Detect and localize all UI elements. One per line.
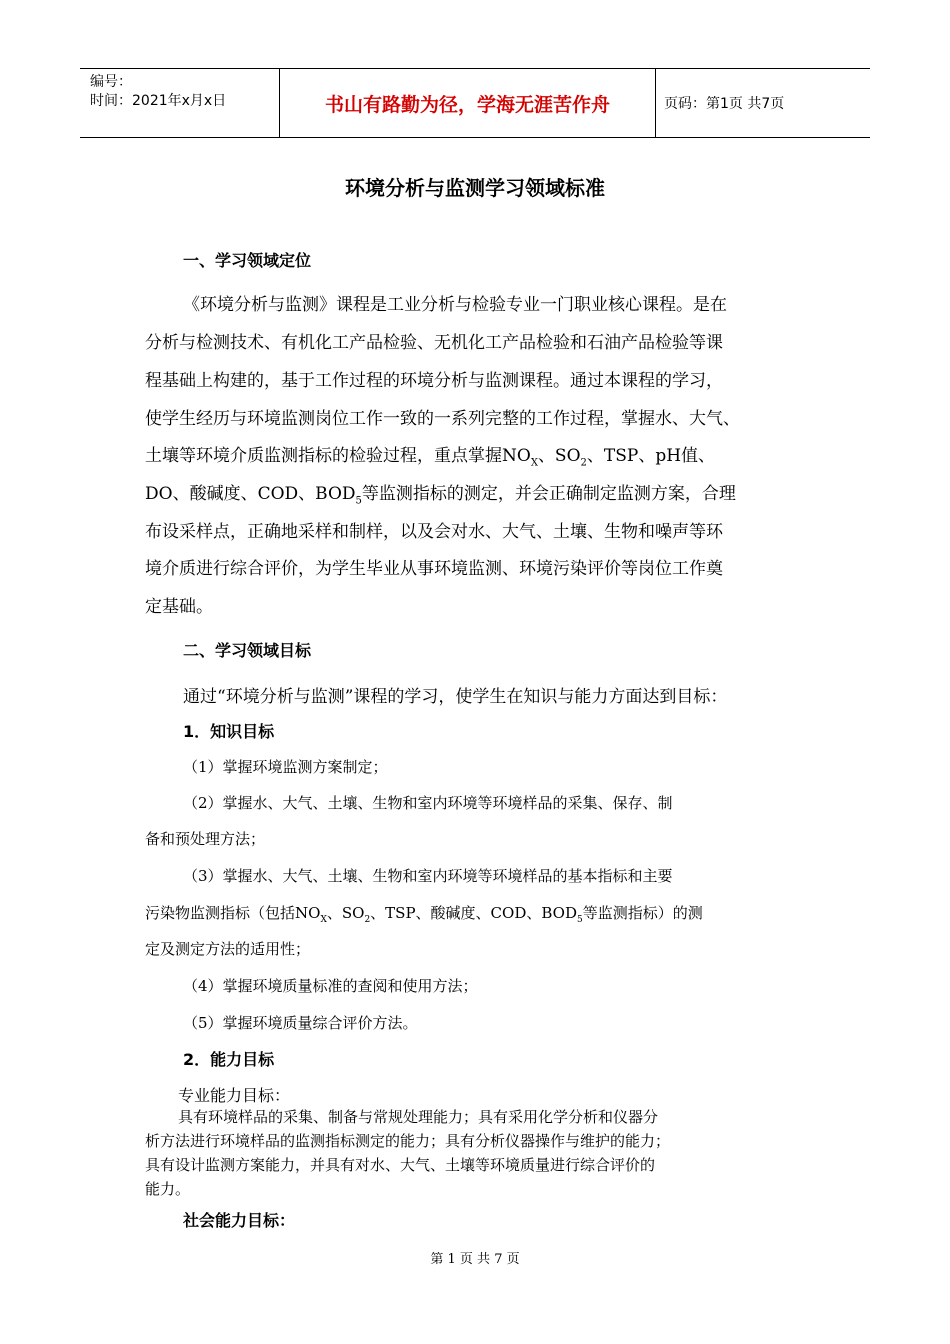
document-page: 编号： 时间：2021年x月x日 书山有路勤为径，学海无涯苦作舟 页码：第1页 共7页 环境分析与监测学习领域标准 一、学习领域定位 《环境分析与监测》课程是工业分析与检验专业一门职业核心课程。是在 分析与检测技术、有机化工产品检验、无机化工产品检验和石油产品检验等课 程基础上构建的，基于工作过程的环境分析与监测课程。通过本课程的学习， 使学生经历与环境监测岗位工作一致的一系列完整的工作过程，掌握水、大气、 土壤等环境介质监测指标的检验过程，重点掌握$NO_X$、$SO_2$、TSP、pH值、 DO、酸碱度、COD、$BOD_5$等监测指标的测定，并会正确制定监测方案，合理 布设采样点，正确地采样和制样，以及会对水、大气、土壤、生物和噪声等环 境介质进行综合评价，为学生毕业从事环境监测、环境污染评价等岗位工作奠 定基础。 二、学习领域目标 通过“环境分析与监测”课程的学习，使学生在知识与能力方面达到目标： 1．知识目标 （1）掌握环境监测方案制定； （2）掌握水、大气、土壤、生物和室内环境等环境样品的采集、保存、制 备和预处理方法； （3）掌握水、大气、土壤、生物和室内环境等环境样品的基本指标和主要 污染物监测指标（包括$NO_X$、$SO_2$、TSP、酸碱度、COD、$BOD_5$等监测指标）的测 定及测定方法的适用性； （4）掌握环境质量标准的查阅和使用方法； （5）掌握环境质量综合评价方法。 2．能力目标 专业能力目标： 具有环境样品的采集、制备与常规处理能力；具有采用化学分析和仪器分 析方法进行环境样品的监测指标测定的能力；具有分析仪器操作与维护的能力； 具有设计监测方案能力，并具有对水、大气、土壤等环境质量进行综合评价的 能力。 社会能力目标： 第 1 页 共 7 页: [0, 0, 950, 1344]
para1-line: 境介质进行综合评价，为学生毕业从事环境监测、环境污染评价等岗位工作奠: [145, 559, 723, 579]
header-motto: 书山有路勤为径，学海无涯苦作舟: [280, 69, 656, 137]
knowledge-item-1: （1）掌握环境监测方案制定；: [183, 758, 388, 776]
professional-ability-heading: 专业能力目标：: [178, 1086, 291, 1105]
page-header: [80, 68, 870, 138]
para1-line: DO、酸碱度、COD、$BOD_5$等监测指标的测定，并会正确制定监测方案，合理: [145, 484, 736, 507]
para1-line: 土壤等环境介质监测指标的检验过程，重点掌握$NO_X$、$SO_2$、TSP、pH值、: [145, 446, 716, 469]
section2-intro: 通过“环境分析与监测”课程的学习，使学生在知识与能力方面达到目标：: [183, 687, 728, 707]
header-meta: [80, 69, 280, 137]
section2-heading: 二、学习领域目标: [183, 641, 312, 660]
para1-line: 定基础。: [145, 597, 213, 617]
document-title: 环境分析与监测学习领域标准: [345, 176, 605, 200]
section1-heading: 一、学习领域定位: [183, 251, 312, 270]
para1-line: 程基础上构建的，基于工作过程的环境分析与监测课程。通过本课程的学习，: [145, 371, 723, 391]
ability-heading: 2．能力目标: [183, 1050, 275, 1069]
knowledge-item-5: （5）掌握环境质量综合评价方法。: [183, 1014, 418, 1032]
social-ability-heading: 社会能力目标：: [183, 1211, 296, 1230]
number-label: 编号：: [90, 74, 132, 90]
header-page-info: 页码：第1页 共7页: [664, 96, 785, 112]
para1-line: 分析与检测技术、有机化工产品检验、无机化工产品检验和石油产品检验等课: [145, 333, 723, 353]
knowledge-heading: 1．知识目标: [183, 722, 275, 741]
knowledge-item-4: （4）掌握环境质量标准的查阅和使用方法；: [183, 977, 478, 995]
page-footer: 第 1 页 共 7 页: [430, 1252, 520, 1267]
time-label: 时间：2021年x月x日: [90, 93, 227, 109]
para1-line: 布设采样点，正确地采样和制样，以及会对水、大气、土壤、生物和噪声等环: [145, 522, 723, 542]
para1-line: 使学生经历与环境监测岗位工作一致的一系列完整的工作过程，掌握水、大气、: [145, 409, 740, 429]
para1-line: 《环境分析与监测》课程是工业分析与检验专业一门职业核心课程。是在: [183, 295, 727, 315]
